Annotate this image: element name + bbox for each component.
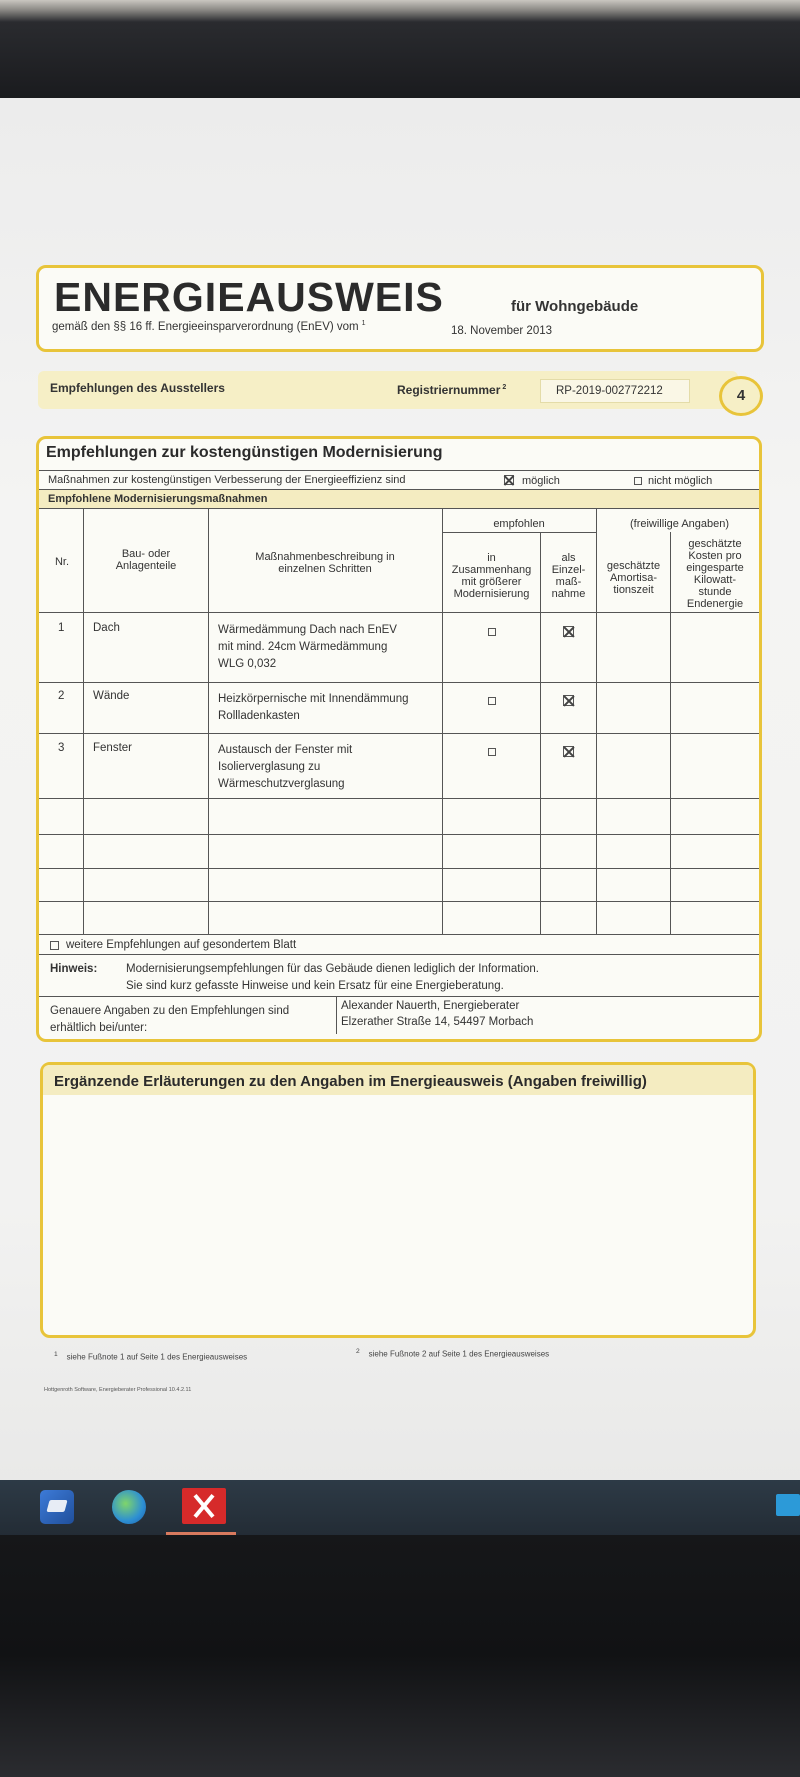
not-possible-checkbox <box>634 477 642 485</box>
recommended-measures-subheader: Empfohlene Modernisierungsmaßnahmen <box>48 493 268 505</box>
supplementary-title: Ergänzende Erläuterungen zu den Angaben im Energieausweis (Angaben freiwillig) <box>54 1073 647 1090</box>
grid-line <box>39 996 759 997</box>
row-3-nr: 3 <box>58 742 65 754</box>
row-2-component: Wände <box>93 690 130 702</box>
issuer-recommendations-label: Empfehlungen des Ausstellers <box>50 381 225 395</box>
row-1-in-context-checkbox <box>488 628 496 636</box>
grid-line <box>39 901 759 902</box>
document-subtitle: für Wohngebäude <box>511 298 639 315</box>
page-number-badge: 4 <box>719 376 763 416</box>
grid-line <box>83 508 84 934</box>
row-2-in-context-checkbox <box>488 697 496 705</box>
monitor-bezel-top <box>0 0 800 98</box>
grid-line <box>39 868 759 869</box>
further-recommendations-label: weitere Empfehlungen auf gesondertem Blatt <box>66 939 297 951</box>
grid-line <box>39 682 759 683</box>
row-2-nr: 2 <box>58 690 65 702</box>
header-amortization-l3: tionszeit <box>613 584 654 596</box>
registration-number-value: RP-2019-002772212 <box>556 385 663 397</box>
grid-line <box>336 996 337 1034</box>
software-credit: Hottgenroth Software, Energieberater Professional 10.4.2.11 <box>44 1387 192 1393</box>
legal-basis-text: gemäß den §§ 16 ff. Energieeinsparverordnung (EnEV) vom <box>52 320 359 333</box>
registration-number-label-text: Registriernummer <box>397 383 501 397</box>
header-description-l1: Maßnahmenbeschreibung in <box>255 551 395 563</box>
grid-line <box>442 532 596 533</box>
row-1-desc-l2: mit mind. 24cm Wärmedämmung <box>218 641 388 653</box>
possible-label: möglich <box>522 475 560 487</box>
row-3-desc-l1: Austausch der Fenster mit <box>218 744 353 756</box>
issuer-address: Elzerather Straße 14, 54497 Morbach <box>341 1016 534 1028</box>
header-description-l2: einzelnen Schritten <box>278 563 372 575</box>
row-3-in-context-checkbox <box>488 748 496 756</box>
legal-basis <box>52 320 366 333</box>
grid-line <box>208 508 209 934</box>
header-voluntary: (freiwillige Angaben) <box>629 518 730 530</box>
further-recommendations-checkbox <box>50 941 59 950</box>
header-component-l1: Bau- oder <box>121 548 171 560</box>
row-3-desc-l3: Wärmeschutzverglasung <box>218 778 345 790</box>
row-1-component: Dach <box>93 622 120 634</box>
footnote-2-mark: 2 <box>356 1348 360 1355</box>
row-1-nr: 1 <box>58 622 65 634</box>
header-amortization-l1: geschätzte <box>606 560 661 572</box>
header-cost-l5: stunde <box>698 586 732 598</box>
document-title: ENERGIEAUSWEIS <box>54 274 444 320</box>
issuer-name: Alexander Nauerth, Energieberater <box>341 1000 520 1012</box>
monitor-bezel-bottom <box>0 1535 800 1777</box>
remote-desktop-icon[interactable] <box>40 1490 74 1524</box>
row-1-desc-l3: WLG 0,032 <box>218 658 277 670</box>
hint-label: Hinweis: <box>50 963 98 975</box>
grid-line <box>39 954 759 955</box>
grid-line <box>39 798 759 799</box>
footnote-1 <box>54 1351 247 1362</box>
footnote-1-mark: 1 <box>54 1351 58 1358</box>
header-single-l2: Einzel- <box>551 564 586 576</box>
header-component-l2: Anlagenteile <box>115 560 177 572</box>
grid-line <box>39 612 759 613</box>
pdf-app-icon[interactable] <box>182 1488 226 1524</box>
header-cost-l4: Kilowatt- <box>693 574 737 586</box>
measures-possible-label: Maßnahmen zur kostengünstigen Verbesserung der Energieeffizienz sind <box>48 474 406 486</box>
header-single-l1: als <box>561 552 576 564</box>
header-in-context-l2: Zusammenhang <box>451 564 532 576</box>
divider <box>39 470 759 471</box>
row-1-single-measure-checkbox-checked <box>563 626 574 637</box>
row-1-desc-l1: Wärmedämmung Dach nach EnEV <box>218 624 397 636</box>
header-amortization-l2: Amortisa- <box>609 572 658 584</box>
grid-line <box>39 834 759 835</box>
enev-date: 18. November 2013 <box>451 325 553 337</box>
grid-line <box>39 489 759 490</box>
legal-basis-footnote-mark: 1 <box>361 320 366 327</box>
not-possible-label: nicht möglich <box>648 475 713 487</box>
footnote-2 <box>356 1348 549 1359</box>
possible-checkbox-checked <box>504 475 514 485</box>
details-available-label-l2: erhältlich bei/unter: <box>50 1022 148 1034</box>
header-in-context-l4: Modernisierung <box>453 588 530 600</box>
browser-icon[interactable] <box>112 1490 146 1524</box>
system-tray-icon[interactable] <box>776 1494 800 1516</box>
header-recommended: empfohlen <box>493 518 545 530</box>
grid-line <box>39 934 759 935</box>
supplementary-frame <box>40 1062 756 1338</box>
header-nr: Nr. <box>54 556 70 568</box>
header-in-context-l3: mit größerer <box>461 576 522 588</box>
header-cost-l1: geschätzte <box>688 538 742 550</box>
row-3-component: Fenster <box>93 742 132 754</box>
header-cost-l2: Kosten pro <box>688 550 742 562</box>
row-2-desc-l2: Rollladenkasten <box>218 710 300 722</box>
header-cost-l3: eingesparte <box>686 562 744 574</box>
grid-line <box>39 733 759 734</box>
footnote-1-text: siehe Fußnote 1 auf Seite 1 des Energieausweises <box>66 1352 248 1362</box>
footnote-2-text: siehe Fußnote 2 auf Seite 1 des Energieausweises <box>368 1349 550 1359</box>
row-2-single-measure-checkbox-checked <box>563 695 574 706</box>
grid-line <box>39 508 759 509</box>
recommendations-title: Empfehlungen zur kostengünstigen Modernisierung <box>46 444 443 461</box>
hint-text-line-1: Modernisierungsempfehlungen für das Gebäude dienen lediglich der Information. <box>126 963 539 975</box>
header-single-l3: maß- <box>555 576 582 588</box>
row-2-desc-l1: Heizkörpernische mit Innendämmung <box>218 693 409 705</box>
registration-footnote-mark: 2 <box>502 384 507 391</box>
details-available-label-l1: Genauere Angaben zu den Empfehlungen sind <box>50 1005 290 1017</box>
header-single-l4: nahme <box>551 588 586 600</box>
row-3-desc-l2: Isolierverglasung zu <box>218 761 321 773</box>
header-in-context-l1: in <box>487 552 496 564</box>
hint-text-line-2: Sie sind kurz gefasste Hinweise und kein Ersatz für eine Energieberatung. <box>126 980 504 992</box>
registration-number-label <box>397 383 506 397</box>
header-cost-l6: Endenergie <box>686 598 744 610</box>
row-3-single-measure-checkbox-checked <box>563 746 574 757</box>
